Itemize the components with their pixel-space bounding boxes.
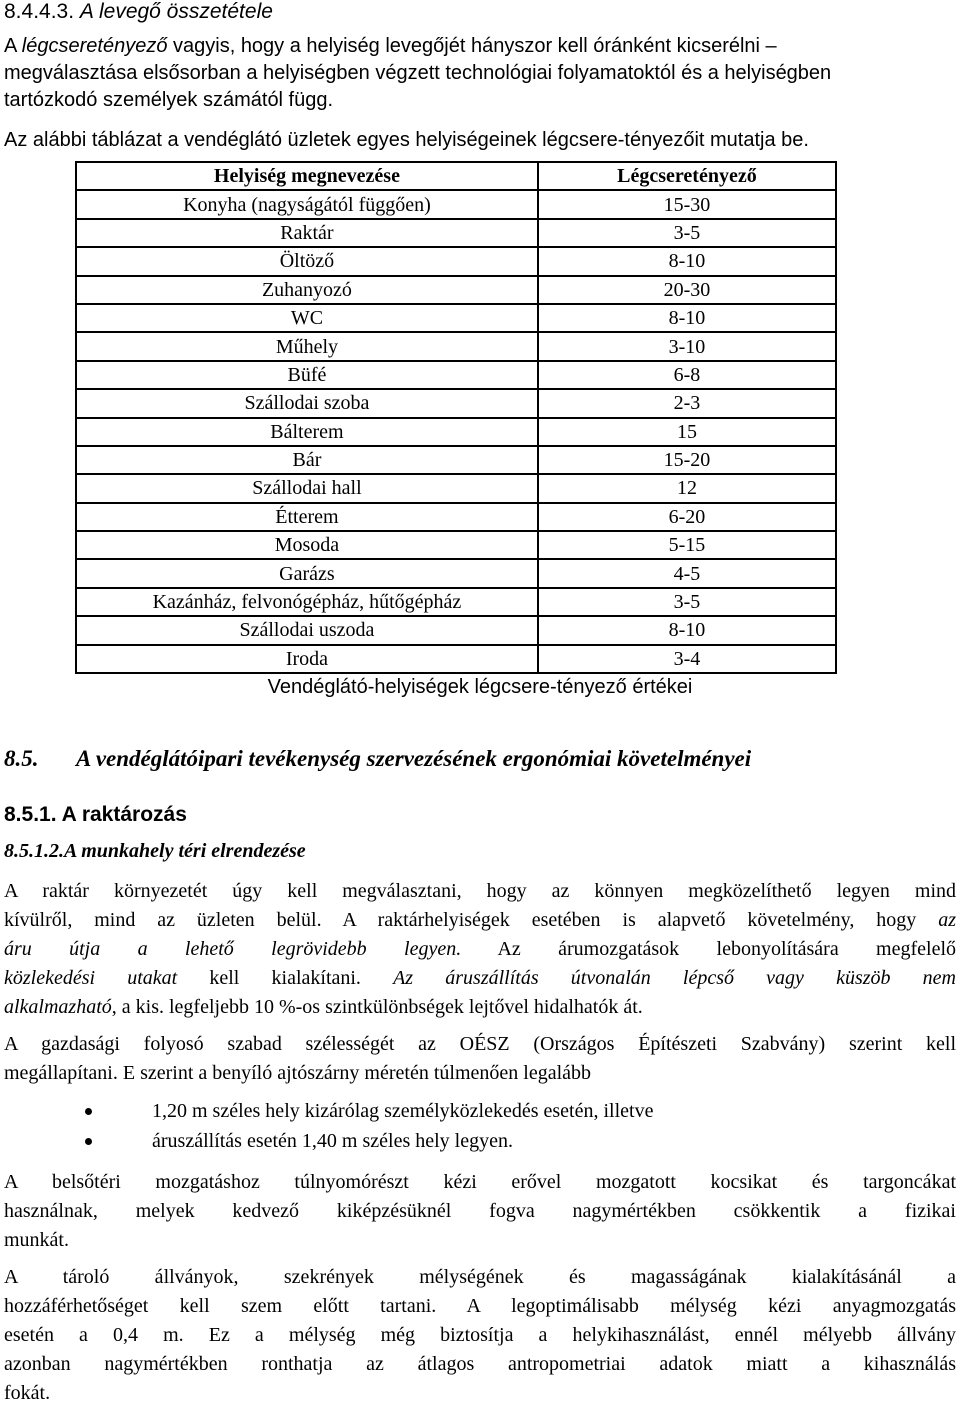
cell-air-exchange: 8-10 [538, 304, 836, 332]
cell-room-name: Mosoda [76, 531, 538, 559]
table-intro: Az alábbi táblázat a vendéglátó üzletek egyes helyiségeinek légcsere-tényezőit mutatja be. [4, 129, 809, 151]
table-caption: Vendéglátó-helyiségek légcsere-tényező értékei [267, 676, 693, 698]
list-item: áruszállítás esetén 1,40 m széles hely legyen. [0, 1126, 960, 1156]
cell-air-exchange: 3-5 [538, 588, 836, 616]
paragraph-line: A gazdasági folyosó szabad szélességét az OÉSZ (Országos Építészeti Szabvány) szerint kell [4, 1033, 956, 1055]
section-number: 8.5. [4, 746, 39, 771]
table-row [76, 474, 836, 502]
section-number: 8.5.1.2. [4, 840, 64, 862]
paragraph-line: alkalmazható, a kis. legfeljebb 10 %-os szintkülönbségek lejtővel hidalhatók át. [4, 996, 643, 1018]
table-row [76, 276, 836, 304]
cell-air-exchange: 8-10 [538, 247, 836, 275]
section-number: 8.4.4.3. [4, 0, 75, 23]
bullet-icon [85, 1138, 92, 1145]
cell-room-name: Szállodai szoba [76, 389, 538, 417]
cell-room-name: Iroda [76, 645, 538, 673]
cell-room-name: Bálterem [76, 418, 538, 446]
paragraph-line: közlekedési utakat kell kialakítani. Az áruszállítás útvonalán lépcső vagy küszöb nem [4, 967, 956, 989]
cell-room-name: Szállodai hall [76, 474, 538, 502]
table-row [76, 219, 836, 247]
cell-air-exchange: 15-30 [538, 190, 836, 218]
cell-room-name: Raktár [76, 219, 538, 247]
paragraph-manual-handling [4, 1168, 956, 1255]
paragraph-line: azonban nagymértékben ronthatja az átlagos antropometriai adatok miatt a kihasználás [4, 1353, 956, 1375]
table-row [76, 531, 836, 559]
section-number: 8.5.1. [4, 803, 57, 826]
table-row [76, 446, 836, 474]
list-item: 1,20 m széles hely kizárólag személyközlekedés esetén, illetve [0, 1096, 960, 1126]
section-heading-8-5-1-2 [4, 838, 306, 864]
cell-air-exchange: 4-5 [538, 559, 836, 587]
cell-room-name: Kazánház, felvonógépház, hűtőgépház [76, 588, 538, 616]
table-row [76, 503, 836, 531]
cell-air-exchange: 8-10 [538, 616, 836, 644]
cell-room-name: Bár [76, 446, 538, 474]
cell-room-name: Műhely [76, 332, 538, 360]
paragraph-line: A tároló állványok, szekrények mélységének és magasságának kialakításánál a [4, 1266, 956, 1288]
cell-air-exchange: 3-10 [538, 332, 836, 360]
cell-air-exchange: 15-20 [538, 446, 836, 474]
paragraph-corridor-width [4, 1030, 956, 1088]
section-title: A levegő összetétele [79, 0, 273, 23]
cell-air-exchange: 5-15 [538, 531, 836, 559]
table-row [76, 588, 836, 616]
paragraph-shelving [4, 1263, 956, 1408]
intro-line-2: megválasztása elsősorban a helyiségben végzett technológiai folyamatoktól és a helyiségben [4, 62, 832, 84]
table-row [76, 389, 836, 417]
cell-room-name: Étterem [76, 503, 538, 531]
table-row [76, 361, 836, 389]
cell-air-exchange: 20-30 [538, 276, 836, 304]
paragraph-line: megállapítani. E szerint a benyíló ajtószárny méretén túlmenően legalább [4, 1062, 592, 1084]
cell-air-exchange: 12 [538, 474, 836, 502]
intro-line-3: tartózkodó személyek számától függ. [4, 89, 334, 111]
paragraph-storage-environment [4, 877, 956, 1022]
table-row [76, 190, 836, 218]
bullet-list [0, 1096, 960, 1156]
cell-room-name: Konyha (nagyságától függően) [76, 190, 538, 218]
cell-air-exchange: 6-20 [538, 503, 836, 531]
paragraph-line: A belsőtéri mozgatáshoz túlnyomórészt kézi erővel mozgatott kocsikat és targoncákat [4, 1171, 956, 1193]
air-exchange-table [75, 161, 837, 674]
section-title: A vendéglátóipari tevékenység szervezésének ergonómiai követelményei [76, 746, 752, 771]
cell-room-name: Öltöző [76, 247, 538, 275]
cell-room-name: Büfé [76, 361, 538, 389]
intro-line-1: A légcseretényező vagyis, hogy a helyiség levegőjét hányszor kell óránként kicserélni – [4, 35, 777, 57]
table-row [76, 559, 836, 587]
cell-air-exchange: 2-3 [538, 389, 836, 417]
section-heading-8-5-1 [4, 802, 187, 828]
cell-air-exchange: 15 [538, 418, 836, 446]
paragraph-line: munkát. [4, 1229, 69, 1251]
table-header-row [76, 162, 836, 190]
cell-room-name: Szállodai uszoda [76, 616, 538, 644]
paragraph-line: áru útja a lehető legrövidebb legyen. Az árumozgatások lebonyolítására megfelelő [4, 938, 956, 960]
paragraph-line: kívülről, mind az üzleten belül. A raktárhelyiségek esetében is alapvető követelmény, hogy az [4, 909, 956, 931]
paragraph-line: hozzáférhetőséget kell szem előtt tartani. A legoptimálisabb mélység kézi anyagmozgatás [4, 1295, 956, 1317]
term-legcseretenyezo: légcseretényező [21, 35, 168, 57]
table-row [76, 645, 836, 673]
section-title: A raktározás [61, 803, 187, 826]
paragraph-line: A raktár környezetét úgy kell megválasztani, hogy az könnyen megközelíthető legyen mind [4, 880, 956, 902]
table-row [76, 418, 836, 446]
table-row [76, 332, 836, 360]
section-title: A munkahely téri elrendezése [64, 840, 306, 862]
cell-air-exchange: 3-4 [538, 645, 836, 673]
table-row [76, 247, 836, 275]
cell-room-name: Zuhanyozó [76, 276, 538, 304]
table-body [76, 190, 836, 673]
cell-room-name: Garázs [76, 559, 538, 587]
cell-air-exchange: 3-5 [538, 219, 836, 247]
paragraph-line: esetén a 0,4 m. Ez a mélység még biztosítja a helykihasználást, ennél mélyebb állvány [4, 1324, 956, 1346]
bullet-icon [85, 1108, 92, 1115]
header-air-exchange: Légcseretényező [538, 162, 836, 190]
section-heading-8-5 [4, 744, 751, 774]
cell-room-name: WC [76, 304, 538, 332]
cell-air-exchange: 6-8 [538, 361, 836, 389]
paragraph-line: használnak, melyek kedvező kiképzésüknél fogva nagymértékben csökkentik a fizikai [4, 1200, 956, 1222]
paragraph-line: fokát. [4, 1382, 51, 1404]
table-row [76, 304, 836, 332]
header-room-name: Helyiség megnevezése [76, 162, 538, 190]
table-row [76, 616, 836, 644]
section-heading-8-4-4-3 [4, 0, 273, 24]
